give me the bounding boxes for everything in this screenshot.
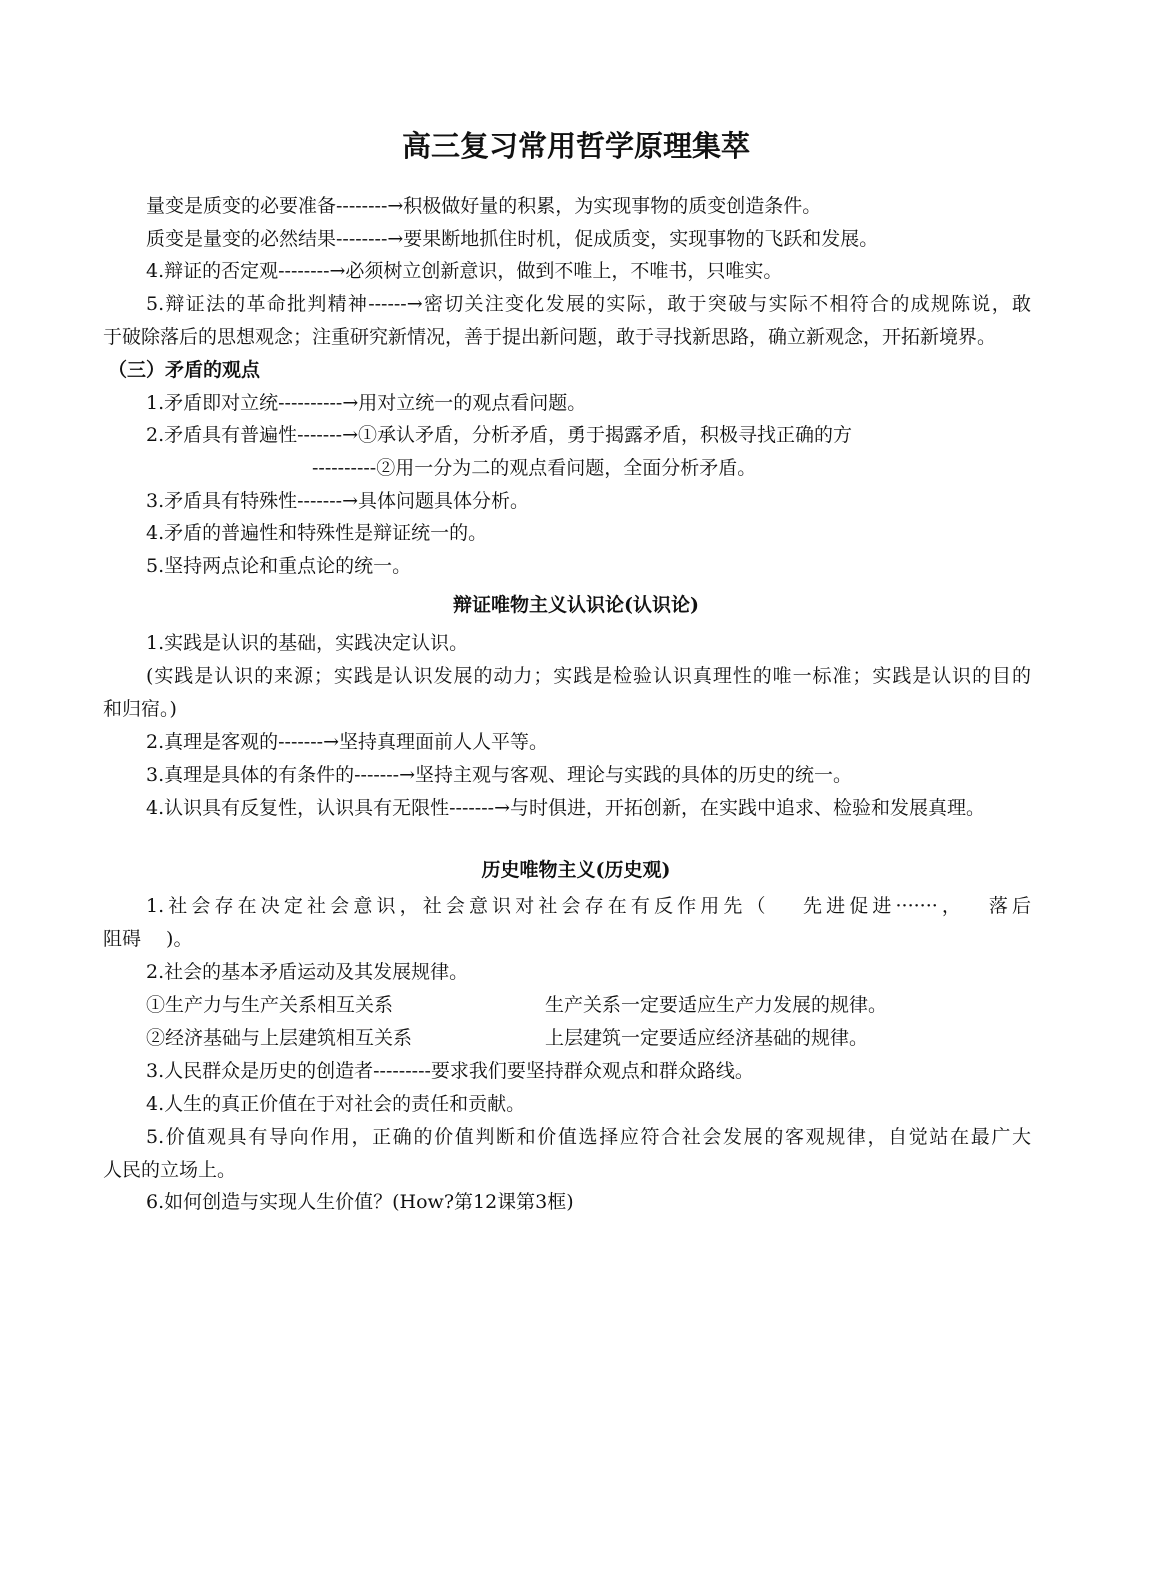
list-item [0, 1026, 1152, 1050]
relation-law: 生产关系一定要适应生产力发展的规律。 [545, 994, 888, 1016]
relation-law: 上层建筑一定要适应经济基础的规律。 [545, 1027, 869, 1049]
section-heading: （三）矛盾的观点 [108, 359, 261, 381]
list-item: 3.真理是具体的有条件的-------→坚持主观与客观、理论与实践的具体的历史的统一。 [146, 764, 852, 786]
section-heading: 辩证唯物主义认识论(认识论) [453, 594, 699, 616]
list-item: 2.社会的基本矛盾运动及其发展规律。 [146, 961, 469, 983]
page-title: 高三复习常用哲学原理集萃 [401, 129, 750, 163]
list-item: 4.矛盾的普遍性和特殊性是辩证统一的。 [146, 522, 488, 544]
list-item: 阻碍 )。 [103, 928, 193, 950]
list-item: ----------②用一分为二的观点看问题，全面分析矛盾。 [312, 457, 757, 479]
list-item: 5.坚持两点论和重点论的统一。 [146, 555, 412, 577]
paragraph-line: 5.辩证法的革命批判精神------→密切关注变化发展的实际，敢于突破与实际不相符合的成规陈说，敢 [146, 293, 1031, 315]
list-item: 2.真理是客观的-------→坚持真理面前人人平等。 [146, 731, 548, 753]
paragraph-line: 质变是量变的必然结果--------→要果断地抓住时机，促成质变，实现事物的飞跃和发展。 [146, 228, 879, 250]
section-heading: 历史唯物主义(历史观) [481, 859, 671, 881]
list-item: 4.认识具有反复性，认识具有无限性-------→与时俱进，开拓创新，在实践中追求、检验和发展真理。 [146, 797, 985, 819]
list-item: 和归宿。) [103, 698, 177, 720]
list-item: (实践是认识的来源；实践是认识发展的动力；实践是检验认识真理性的唯一标准；实践是认识的目的 [146, 665, 1031, 687]
list-item: 1.矛盾即对立统----------→用对立统一的观点看问题。 [146, 392, 587, 414]
paragraph-line: 4.辩证的否定观--------→必须树立创新意识，做到不唯上，不唯书，只唯实。 [146, 260, 783, 282]
paragraph-line: 于破除落后的思想观念；注重研究新情况，善于提出新问题，敢于寻找新思路，确立新观念，开拓新境界。 [103, 326, 997, 348]
list-item: 3.矛盾具有特殊性-------→具体问题具体分析。 [146, 490, 529, 512]
list-item: 6.如何创造与实现人生价值？(How?第12课第3框) [146, 1191, 574, 1213]
list-item: 1.实践是认识的基础，实践决定认识。 [146, 632, 469, 654]
list-item: 1.社会存在决定社会意识，社会意识对社会存在有反作用先（ 先进促进·······， 落后 [146, 895, 1031, 917]
relation-label: ①生产力与生产关系相互关系 [146, 994, 394, 1016]
list-item: 2.矛盾具有普遍性-------→①承认矛盾，分析矛盾，勇于揭露矛盾，积极寻找正确的方 [146, 424, 852, 446]
list-item: 5.价值观具有导向作用，正确的价值判断和价值选择应符合社会发展的客观规律，自觉站在最广大 [146, 1126, 1031, 1148]
relation-label: ②经济基础与上层建筑相互关系 [146, 1027, 413, 1049]
paragraph-line: 量变是质变的必要准备--------→积极做好量的积累，为实现事物的质变创造条件。 [146, 195, 822, 217]
list-item: 3.人民群众是历史的创造者---------要求我们要坚持群众观点和群众路线。 [146, 1060, 754, 1082]
list-item [0, 993, 1152, 1017]
list-item: 4.人生的真正价值在于对社会的责任和贡献。 [146, 1093, 526, 1115]
list-item: 人民的立场上。 [103, 1159, 237, 1181]
